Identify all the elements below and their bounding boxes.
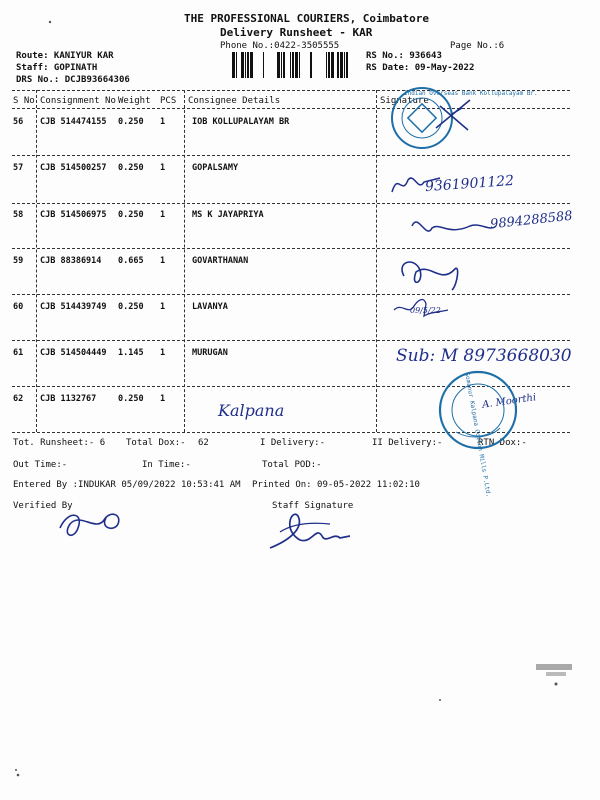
ii-delivery: II Delivery:-	[372, 438, 443, 448]
route: Route: KANIYUR KAR	[16, 51, 114, 61]
row-weight: 0.250	[118, 394, 144, 404]
row-consignee: GOVARTHANAN	[192, 256, 249, 266]
row-consignment: CJB 514500257	[40, 163, 107, 173]
row-sno: 60	[13, 302, 24, 312]
row-pcs: 1	[160, 394, 166, 404]
row-sno: 62	[13, 394, 24, 404]
entered-by: Entered By :INDUKAR 05/09/2022 10:53:41 AM	[13, 480, 241, 490]
row-consignee: MURUGAN	[192, 348, 228, 358]
rtn-dox: RTN Dox:-	[478, 438, 527, 448]
row-weight: 0.665	[118, 256, 144, 266]
col-signature: Signature	[380, 96, 429, 106]
row-consignment: CJB 1132767	[40, 394, 97, 404]
rs-date: RS Date: 09-May-2022	[366, 63, 475, 73]
row-consignee: IOB KOLLUPALAYAM BR	[192, 117, 290, 127]
row-consignment: CJB 514439749	[40, 302, 107, 312]
printed-on: Printed On: 09-05-2022 11:02:10	[252, 480, 420, 490]
row-consignment: CJB 514506975	[40, 210, 107, 220]
row-pcs: 1	[160, 163, 166, 173]
handwritten-phone-58: 9894288588	[489, 208, 574, 233]
company-name: THE PROFESSIONAL COURIERS, Coimbatore	[184, 12, 430, 25]
staff-signature-label: Staff Signature	[272, 501, 354, 511]
row-weight: 0.250	[118, 163, 144, 173]
phone-number: Phone No.:0422-3505555	[220, 41, 340, 51]
row-sno: 57	[13, 163, 24, 173]
handwritten-date-60: 09/5/22	[410, 306, 441, 315]
total-dox-label: Total Dox:-	[126, 438, 186, 448]
row-consignment: CJB 514504449	[40, 348, 107, 358]
company-stamp-text: Somanur Kalpana Cotton Mills P.Ltd.	[463, 372, 492, 498]
row-sno: 61	[13, 348, 24, 358]
row-pcs: 1	[160, 348, 166, 358]
row-sno: 56	[13, 117, 24, 127]
row-consignment: CJB 514474155	[40, 117, 107, 127]
handwritten-name-62: Kalpana	[218, 401, 285, 420]
handwritten-phone-57: 9361901122	[424, 172, 515, 196]
scan-noise	[15, 21, 572, 777]
row-sno: 59	[13, 256, 24, 266]
row-weight: 0.250	[118, 210, 144, 220]
bank-stamp-text: Indian Overseas Bank Kollupalayam Br.	[404, 90, 538, 97]
rs-number: RS No.: 936643	[366, 51, 442, 61]
row-pcs: 1	[160, 210, 166, 220]
row-consignee: GOPALSAMY	[192, 163, 239, 173]
handwritten-sig-61: Sub: M 8973668030	[396, 346, 572, 366]
col-pcs: PCS	[160, 96, 177, 106]
row-consignee: LAVANYA	[192, 302, 228, 312]
staff: Staff: GOPINATH	[16, 63, 98, 73]
col-sno: S No	[13, 96, 35, 106]
row-consignment: CJB 88386914	[40, 256, 102, 266]
i-delivery: I Delivery:-	[260, 438, 326, 448]
row-consignee: MS K JAYAPRIYA	[192, 210, 264, 220]
row-weight: 0.250	[118, 117, 144, 127]
page-number: Page No.:6	[450, 41, 505, 51]
row-weight: 1.145	[118, 348, 144, 358]
handwritten-sig-62: A. Moorthi	[481, 392, 537, 411]
in-time: In Time:-	[142, 460, 191, 470]
row-sno: 58	[13, 210, 24, 220]
row-pcs: 1	[160, 117, 166, 127]
total-pod: Total POD:-	[262, 460, 322, 470]
bank-stamp	[392, 88, 470, 148]
out-time: Out Time:-	[13, 460, 68, 470]
total-dox-value: 62	[198, 438, 209, 448]
row-pcs: 1	[160, 256, 166, 266]
row-pcs: 1	[160, 302, 166, 312]
verified-by: Verified By	[13, 501, 73, 511]
drs-number: DRS No.: DCJB93664306	[16, 75, 130, 85]
col-consignee: Consignee Details	[188, 96, 281, 106]
tot-runsheet: Tot. Runsheet:- 6	[13, 438, 106, 448]
row-weight: 0.250	[118, 302, 144, 312]
col-weight: Weight	[118, 96, 151, 106]
col-consignment: Consignment No	[40, 96, 116, 106]
runsheet-title: Delivery Runsheet - KAR	[220, 26, 373, 39]
